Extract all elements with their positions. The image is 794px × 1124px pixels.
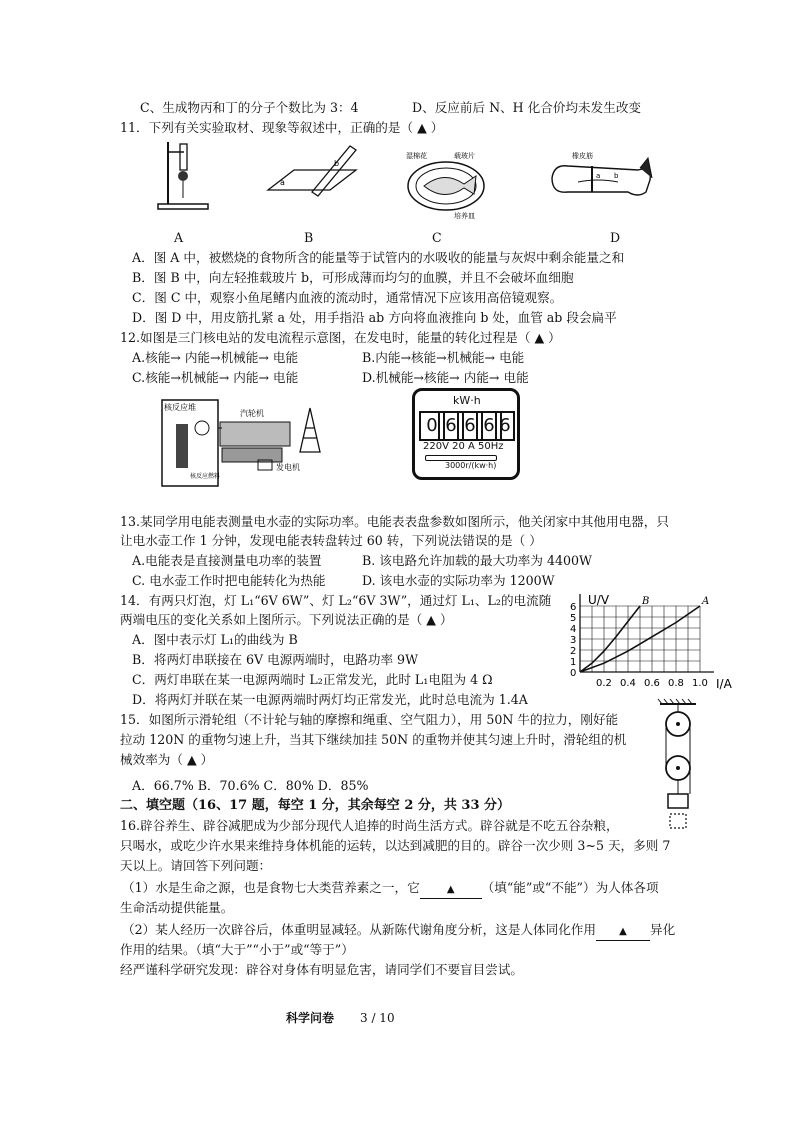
nuclear-plant-diagram — [160, 398, 340, 488]
q11-label-b: B — [304, 230, 314, 245]
ui-chart — [556, 590, 746, 692]
q16-part2-text-b: 异化 — [649, 922, 676, 937]
q15-stem-line3: 械效率为（ ▲ ） — [120, 752, 214, 767]
q10-option-c: C、生成物丙和丁的分子个数比为 3：4 — [140, 100, 359, 115]
q11-label-d: D — [610, 230, 621, 245]
answer-blank-2[interactable] — [596, 922, 650, 941]
q13-stem-line1: 13.某同学用电能表测量电水壶的实际功率。电能表表盘参数如图所示，他关闭家中其他用电器，只 — [120, 514, 669, 529]
q14-stem-line1: 14．有两只灯泡，灯 L₁“6V 6W”、灯 L₂“6V 3W”，通过灯 L₁、L₂的电流随 — [120, 593, 552, 608]
q11-label-a: A — [174, 230, 184, 245]
meter-unit: kW·h — [453, 394, 481, 407]
q16-part1-line2: 生命活动提供能量。 — [120, 900, 234, 915]
series-label-B: B — [642, 596, 650, 607]
q12-option-d: D.机械能→核能→ 内能→ 电能 — [362, 370, 529, 385]
y-tick-label: 6 — [570, 602, 577, 613]
q13-option-b: B. 该电路允许加载的最大功率为 4400W — [362, 553, 592, 568]
q11-figc-label-dish: 培养皿 — [454, 212, 475, 220]
q11-figb-label-b: b — [334, 159, 340, 168]
chart-ylabel: U/V — [588, 593, 610, 607]
y-tick-label: 5 — [570, 613, 577, 624]
q11-option-d: D．图 D 中，用皮筋扎紧 a 处，用手指沿 ab 方向将血液推向 b 处，血管 ab 段会扁平 — [132, 310, 617, 325]
q16-note: 经严谨科学研究发现：辟谷对身体有明显危害，请同学们不要盲目尝试。 — [120, 962, 523, 977]
q11-figd-label-b: b — [614, 172, 619, 180]
q15-stem-line2: 拉动 120N 的重物匀速上升，当其下继续加挂 50N 的重物并使其匀速上升时，滑轮组的机 — [120, 732, 627, 747]
label-turbine: 汽轮机 — [240, 409, 264, 418]
answer-blank-1[interactable] — [420, 880, 482, 899]
q11-option-b: B．图 B 中，向左轻推载玻片 b，可形成薄而均匀的血膜，并且不会破坏血细胞 — [132, 270, 574, 285]
label-fuel: 核反应燃料 — [190, 473, 221, 480]
q12-option-c: C.核能→机械能→ 内能→ 电能 — [132, 370, 299, 385]
label-generator: 发电机 — [276, 463, 300, 472]
q14-stem-line2: 两端电压的变化关系如上图所示。下列说法正确的是（ ▲ ） — [120, 612, 453, 627]
x-tick-label: 0.8 — [668, 678, 684, 689]
q15-stem-line1: 15．如图所示滑轮组（不计轮与轴的摩擦和绳重、空气阻力），用 50N 牛的拉力，刚好能 — [120, 712, 619, 727]
y-tick-label: 2 — [570, 646, 577, 657]
q12-option-b: B.内能→核能→机械能→ 电能 — [362, 350, 525, 365]
label-reactor: 核反应堆 — [164, 403, 196, 412]
q14-option-d: D．将两灯并联在某一电源两端时两灯均正常发光，此时总电流为 1.4A — [132, 692, 528, 707]
x-tick-label: 0.2 — [596, 678, 612, 689]
q11-figc-label-slide: 载玻片 — [454, 152, 475, 160]
x-tick-label: 0.4 — [620, 678, 636, 689]
q16-part1-text-b: （填“能”或“不能”）为人体各项 — [481, 880, 659, 895]
q13-option-c: C. 电水壶工作时把电能转化为热能 — [132, 573, 326, 588]
q13-option-a: A.电能表是直接测量电功率的装置 — [132, 553, 322, 568]
q11-figd-label-a: a — [596, 172, 601, 180]
q11-label-c: C — [432, 230, 442, 245]
meter-digit: 6 — [495, 411, 515, 441]
q11-figb-label-a: a — [280, 178, 285, 187]
blank-triangle-icon: ▲ — [446, 884, 455, 895]
section2-title: 二、填空题（16、17 题，每空 1 分，其余每空 2 分，共 33 分） — [120, 798, 511, 813]
q14-option-a: A．图中表示灯 L₁的曲线为 B — [132, 632, 298, 647]
x-tick-label: 1.0 — [692, 678, 708, 689]
q11-option-a: A．图 A 中，被燃烧的食物所含的能量等于试管内的水吸收的能量与灰烬中剩余能量之和 — [132, 250, 625, 265]
y-tick-label: 1 — [570, 657, 577, 668]
meter-digit: 0 — [419, 411, 445, 441]
meter-spec: 220V 20 A 50Hz — [423, 441, 504, 452]
q11-figure-a — [148, 138, 218, 220]
q16-part2-line2: 作用的结果。（填“大于”“小于”或“等于”） — [120, 942, 354, 957]
q13-option-d: D. 该电水壶的实际功率为 1200W — [362, 573, 555, 588]
footer-title: 科学问卷 — [286, 1011, 335, 1025]
series-label-A: A — [702, 596, 710, 607]
q13-stem-line2: 让电水壶工作 1 分钟，发现电能表转盘转过 60 转，下列说法错误的是（ ） — [120, 533, 542, 548]
y-tick-label: 4 — [570, 624, 577, 635]
q11-stem: 11．下列有关实验取材、现象等叙述中，正确的是（ ▲ ） — [120, 120, 444, 135]
q11-option-c: C．图 C 中，观察小鱼尾鳍内血液的流动时，通常情况下应该用高倍镜观察。 — [132, 290, 563, 305]
pulley-figure — [656, 698, 706, 834]
q12-stem: 12.如图是三门核电站的发电流程示意图，在发电时，能量的转化过程是（ ▲ ） — [120, 330, 561, 345]
electric-meter — [412, 388, 520, 480]
q16-stem-line2: 只喝水，或吃少许水果来维持身体机能的运转，以达到减肥的目的。辟谷一次少则 3~5 天，多则 7 — [120, 838, 671, 853]
y-tick-label: 3 — [570, 635, 577, 646]
q14-option-c: C．两灯串联在某一电源两端时 L₂正常发光，此时 L₁电阻为 4 Ω — [132, 672, 493, 687]
q14-option-b: B．将两灯串联接在 6V 电源两端时，电路功率 9W — [132, 652, 419, 667]
q16-part2-line1 — [122, 922, 675, 941]
meter-digit: 6 — [438, 411, 464, 441]
q10-option-d: D、反应前后 N、H 化合价均未发生改变 — [412, 100, 642, 115]
x-tick-label: 0.6 — [644, 678, 660, 689]
meter-digit: 6 — [457, 411, 483, 441]
footer-page-number: 3 / 10 — [360, 1011, 395, 1025]
q16-part1-text-a: （1）水是生命之源，也是食物七大类营养素之一，它 — [122, 880, 420, 895]
meter-rate: 3000r/(kw·h) — [445, 461, 497, 470]
meter-digit: 6 — [476, 411, 502, 441]
q11-figd-label-band: 橡皮筋 — [572, 152, 593, 160]
q16-stem-line1: 16.辟谷养生、辟谷减肥成为少部分现代人追捧的时尚生活方式。辟谷就是不吃五谷杂粮， — [120, 818, 619, 833]
q16-part2-text-a: （2）某人经历一次辟谷后，体重明显减轻。从新陈代谢角度分析，这是人体同化作用 — [122, 922, 596, 937]
q11-figure-c — [404, 148, 496, 220]
q11-figc-label-cotton: 湿棉花 — [406, 152, 427, 160]
q16-part1-line1 — [122, 880, 659, 899]
y-tick-label: 0 — [570, 668, 577, 679]
q12-option-a: A.核能→ 内能→机械能→ 电能 — [132, 350, 299, 365]
q15-options: A．66.7% B．70.6% C．80% D．85% — [132, 778, 369, 793]
q11-figure-d — [548, 148, 658, 210]
q11-figure-b — [264, 140, 364, 200]
blank-triangle-icon: ▲ — [619, 926, 627, 937]
chart-xlabel: I/A — [716, 677, 732, 691]
q16-stem-line3: 天以上。请回答下列问题： — [120, 858, 272, 873]
